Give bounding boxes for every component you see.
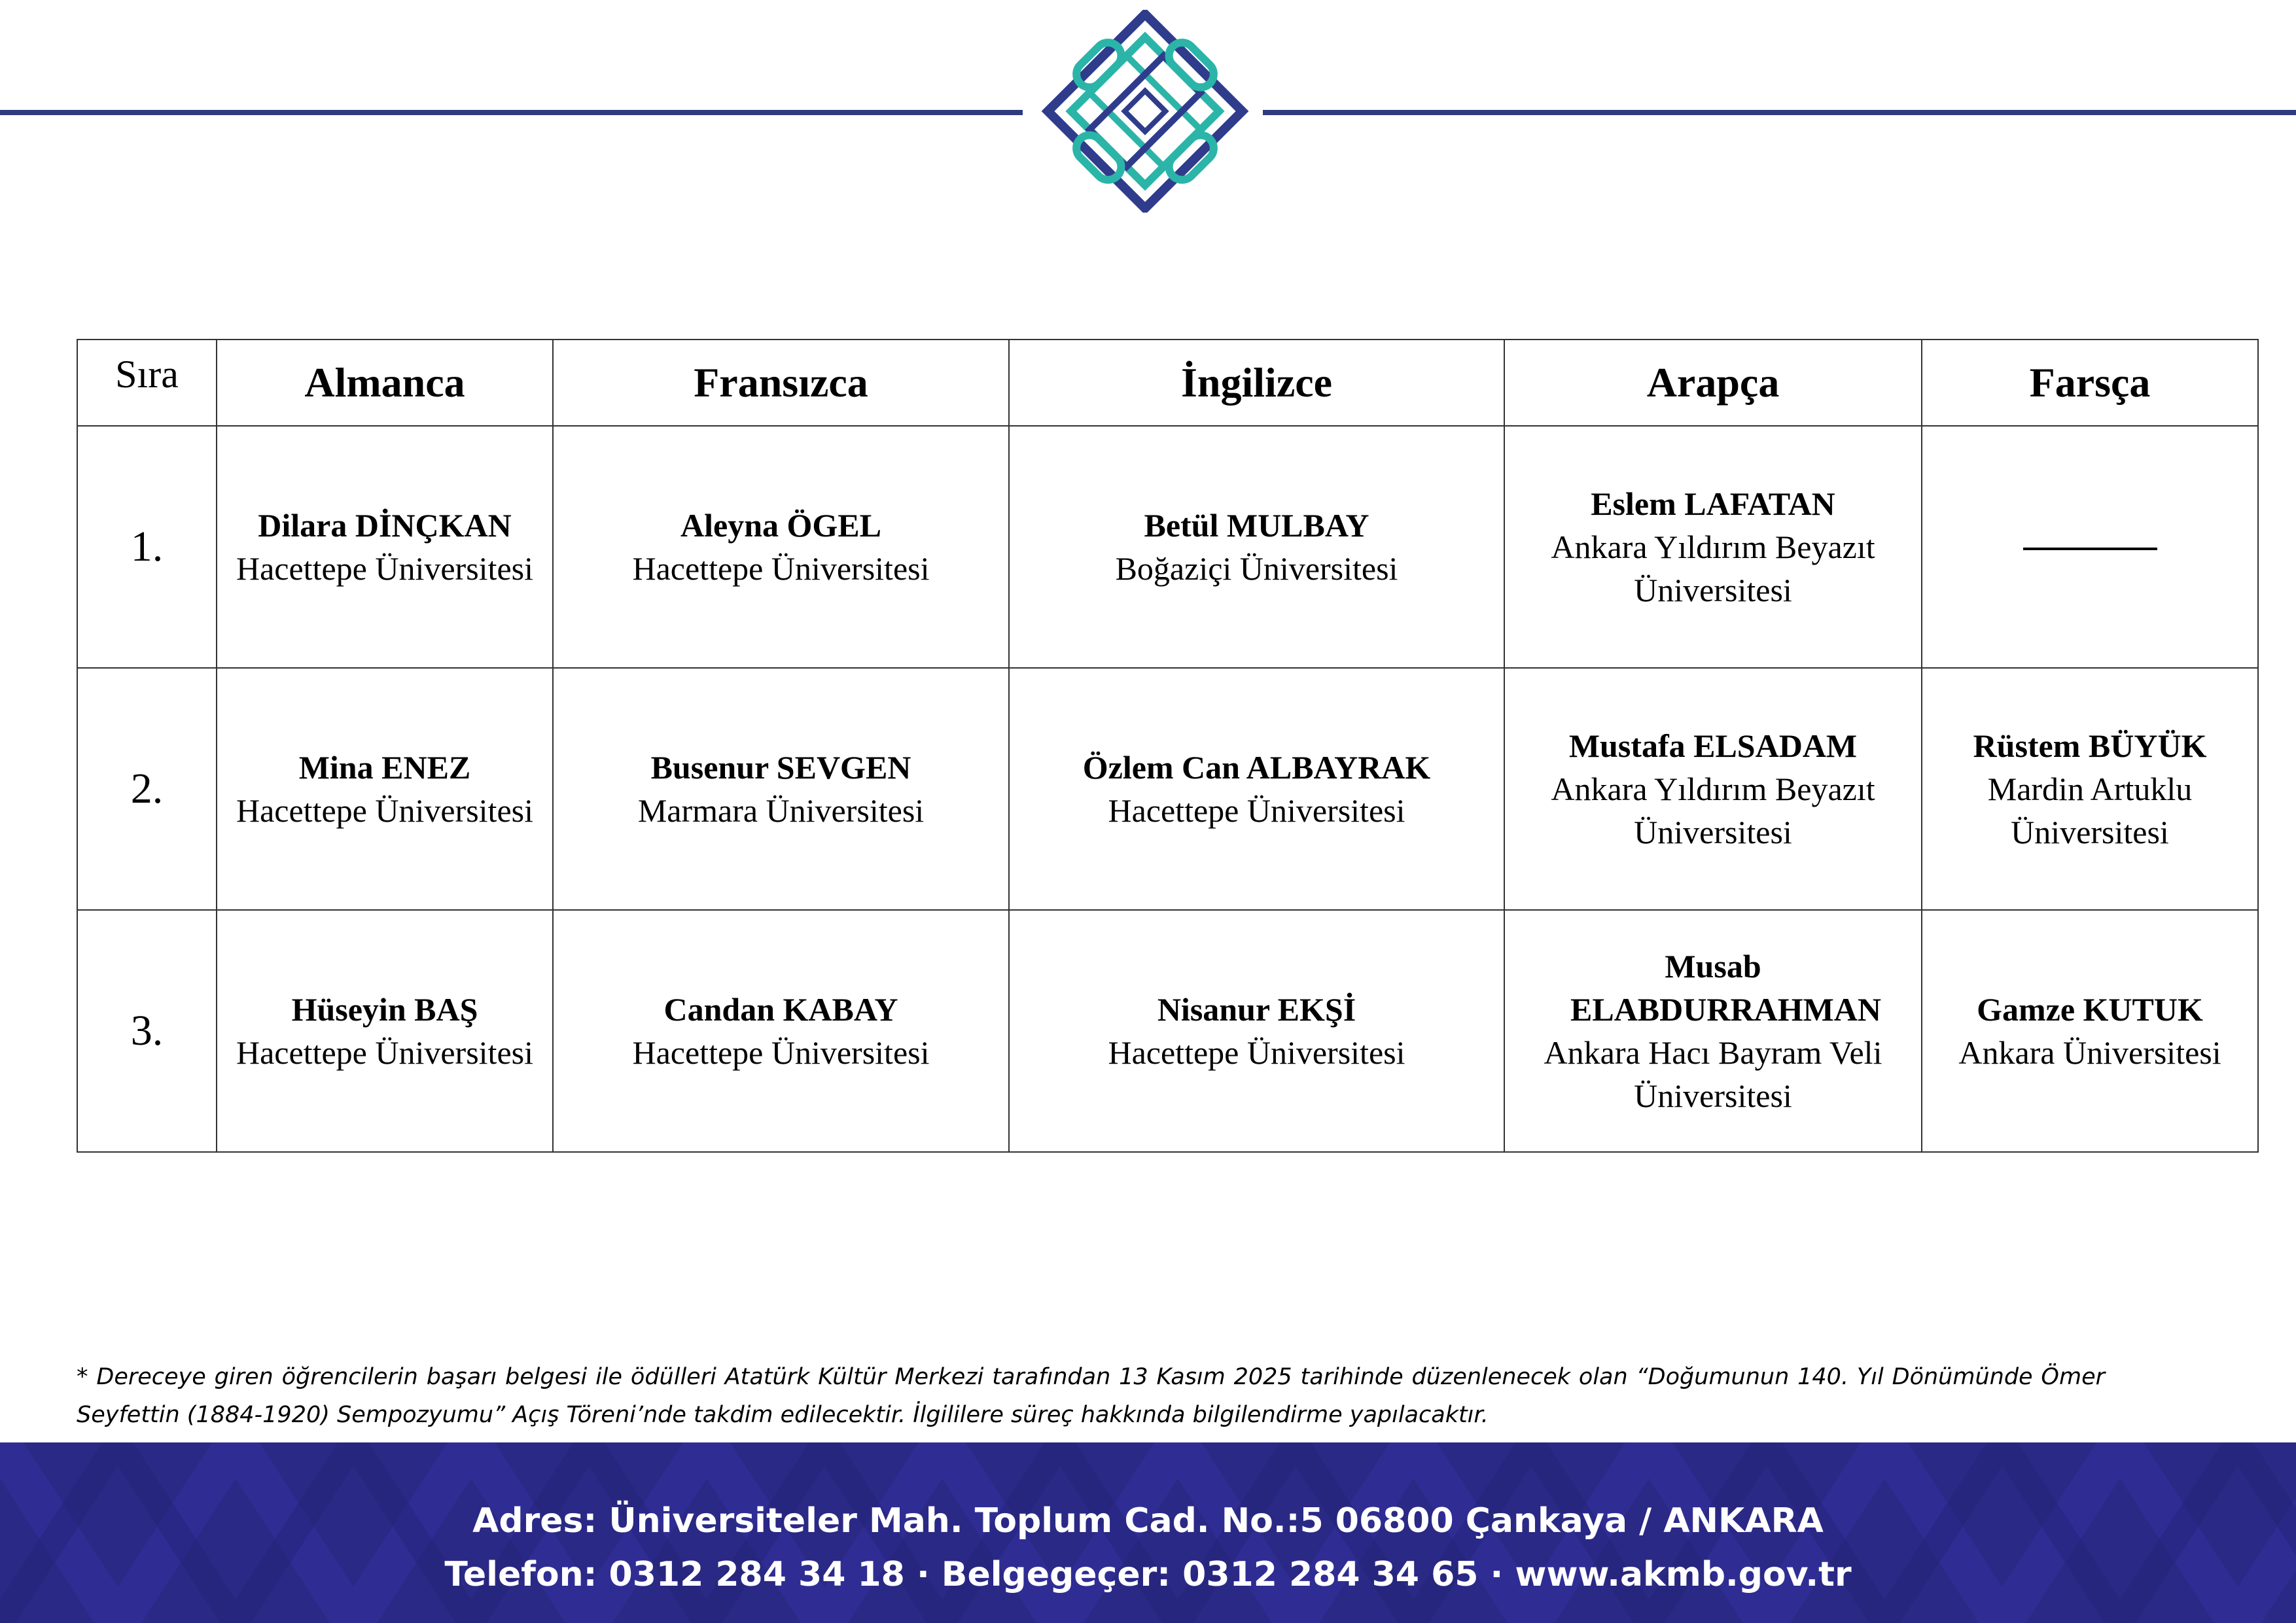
footer-address: Adres: Üniversiteler Mah. Toplum Cad. No.:5 06800 Çankaya / ANKARA xyxy=(472,1501,1824,1541)
table-row xyxy=(77,426,2258,668)
empty-winner-cell xyxy=(1922,426,2258,668)
winner-name: Candan KABAY xyxy=(663,991,898,1028)
table-header-row xyxy=(77,340,2258,426)
winner-name: Musab ELABDURRAHMAN xyxy=(1570,948,1881,1028)
winner-name: Aleyna ÖGEL xyxy=(680,507,881,544)
winner-cell xyxy=(1922,668,2258,910)
winner-university: Hacettepe Üniversitesi xyxy=(236,1034,533,1071)
winner-cell xyxy=(553,426,1009,668)
winner-name: Hüseyin BAŞ xyxy=(291,991,478,1028)
table-row xyxy=(77,668,2258,910)
winner-name: Rüstem BÜYÜK xyxy=(1973,727,2207,764)
column-header-fransizca: Fransızca xyxy=(553,340,1009,426)
winner-cell xyxy=(1009,668,1504,910)
winner-university: Mardin Artuklu Üniversitesi xyxy=(1987,771,2193,850)
winner-cell xyxy=(1504,910,1922,1152)
header-rule-right xyxy=(1263,110,2296,115)
footnote-text: * Dereceye giren öğrencilerin başarı belgesi ile ödülleri Atatürk Kültür Merkezi tarafından 13 Kasım 2025 tarihinde düzenlenecek olan “Doğumunun 140. Yıl Dönümünde Ömer Seyfettin (1884-1920) Sempozyumu” Açış Töreni’nde takdim edilecektir. İlgililere süreç hakkında bilgilendirme yapılacaktır. xyxy=(77,1364,2105,1428)
empty-placeholder-line xyxy=(2023,541,2157,550)
rank-cell: 2. xyxy=(77,668,217,910)
winner-name: Mina ENEZ xyxy=(298,749,471,786)
winner-name: Mustafa ELSADAM xyxy=(1568,727,1858,764)
winner-university: Hacettepe Üniversitesi xyxy=(632,1034,930,1071)
winner-name: Dilara DİNÇKAN xyxy=(258,507,512,544)
table-row xyxy=(77,910,2258,1152)
winner-university: Marmara Üniversitesi xyxy=(637,792,925,829)
column-header-ingilizce: İngilizce xyxy=(1009,340,1504,426)
winner-name: Busenur SEVGEN xyxy=(650,749,911,786)
winner-university: Hacettepe Üniversitesi xyxy=(236,792,533,829)
winner-university: Hacettepe Üniversitesi xyxy=(1108,1034,1405,1071)
winner-name: Eslem LAFATAN xyxy=(1591,485,1835,522)
winner-university: Boğaziçi Üniversitesi xyxy=(1115,550,1398,587)
results-table xyxy=(77,339,2259,1153)
header-rule-left xyxy=(0,110,1023,115)
winner-name: Özlem Can ALBAYRAK xyxy=(1082,749,1431,786)
winner-name: Nisanur EKŞİ xyxy=(1157,991,1356,1028)
winner-cell xyxy=(1504,426,1922,668)
rank-cell: 3. xyxy=(77,910,217,1152)
winner-university: Ankara Üniversitesi xyxy=(1958,1034,2221,1071)
winner-university: Hacettepe Üniversitesi xyxy=(236,550,533,587)
column-header-sira: Sıra xyxy=(77,340,217,426)
column-header-arapca: Arapça xyxy=(1504,340,1922,426)
column-header-farsca: Farsça xyxy=(1922,340,2258,426)
endless-knot-logo-icon xyxy=(1040,10,1250,213)
winner-university: Hacettepe Üniversitesi xyxy=(632,550,930,587)
footer-banner xyxy=(0,1442,2296,1623)
winner-cell xyxy=(1009,426,1504,668)
winner-university: Ankara Hacı Bayram Veli Üniversitesi xyxy=(1544,1034,1882,1114)
footer-contact: Telefon: 0312 284 34 18 · Belgegeçer: 0312 284 34 65 · www.akmb.gov.tr xyxy=(444,1555,1852,1594)
winner-cell xyxy=(1009,910,1504,1152)
winner-university: Ankara Yıldırım Beyazıt Üniversitesi xyxy=(1551,529,1875,608)
winner-cell xyxy=(217,668,553,910)
winner-university: Hacettepe Üniversitesi xyxy=(1108,792,1405,829)
winner-cell xyxy=(1504,668,1922,910)
winner-name: Betül MULBAY xyxy=(1144,507,1369,544)
winner-cell xyxy=(217,910,553,1152)
winner-cell xyxy=(1922,910,2258,1152)
winner-name: Gamze KUTUK xyxy=(1977,991,2203,1028)
winner-cell xyxy=(553,910,1009,1152)
winner-cell xyxy=(553,668,1009,910)
winner-university: Ankara Yıldırım Beyazıt Üniversitesi xyxy=(1551,771,1875,850)
winner-cell xyxy=(217,426,553,668)
rank-cell: 1. xyxy=(77,426,217,668)
column-header-almanca: Almanca xyxy=(217,340,553,426)
